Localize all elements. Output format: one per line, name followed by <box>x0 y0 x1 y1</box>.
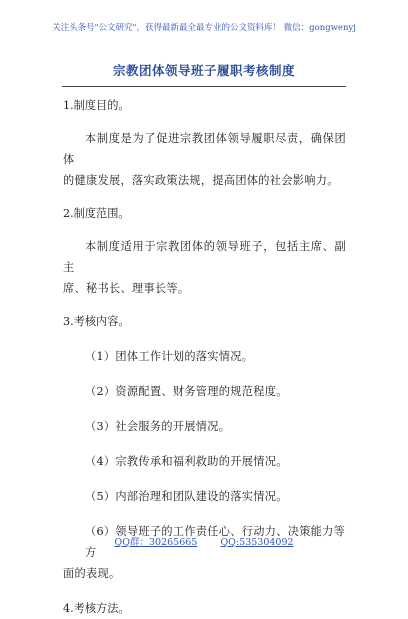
section-3-item: （4）宗教传承和福利救助的开展情况。 <box>85 455 288 468</box>
section-3-item: （5）内部治理和团队建设的落实情况。 <box>85 490 288 503</box>
page-title: 宗教团体领导班子履职考核制度 <box>112 63 295 78</box>
section-2-heading: 2.制度范围。 <box>63 207 130 220</box>
qq-number-text: QQ:535304092 <box>220 537 294 548</box>
section-3-item: （1）团体工作计划的落实情况。 <box>85 350 254 363</box>
section-1-heading: 1.制度目的。 <box>63 99 130 112</box>
title-divider <box>62 86 346 87</box>
footer-contact <box>0 534 408 548</box>
section-3-item-6-line-1: （6）领导班子的工作责任心、行动力、决策能力等方 <box>85 525 346 559</box>
section-2-text-line-2: 席、秘书长、理事长等。 <box>63 282 190 295</box>
section-3-heading: 3.考核内容。 <box>63 315 130 328</box>
section-4-heading: 4.考核方法。 <box>63 602 130 615</box>
section-2-text-line-1: 本制度适用于宗教团体的领导班子，包括主席、副主 <box>63 240 346 274</box>
section-1-text-line-2: 的健康发展，落实政策法规，提高团体的社会影响力。 <box>63 174 339 187</box>
section-3-item: （2）资源配置、财务管理的规范程度。 <box>85 385 288 398</box>
section-3-item: （3）社会服务的开展情况。 <box>85 420 231 433</box>
section-3-item-6-line-2: 面的表现。 <box>63 567 121 580</box>
top-banner: 关注头条号"公文研究"，获得最新最全最专业的公文资料库！ 微信：gongwenyj <box>52 23 356 33</box>
section-1-text-line-1: 本制度是为了促进宗教团体领导履职尽责，确保团体 <box>63 132 346 166</box>
qq-group-text: QQ群：30265665 <box>114 537 198 548</box>
